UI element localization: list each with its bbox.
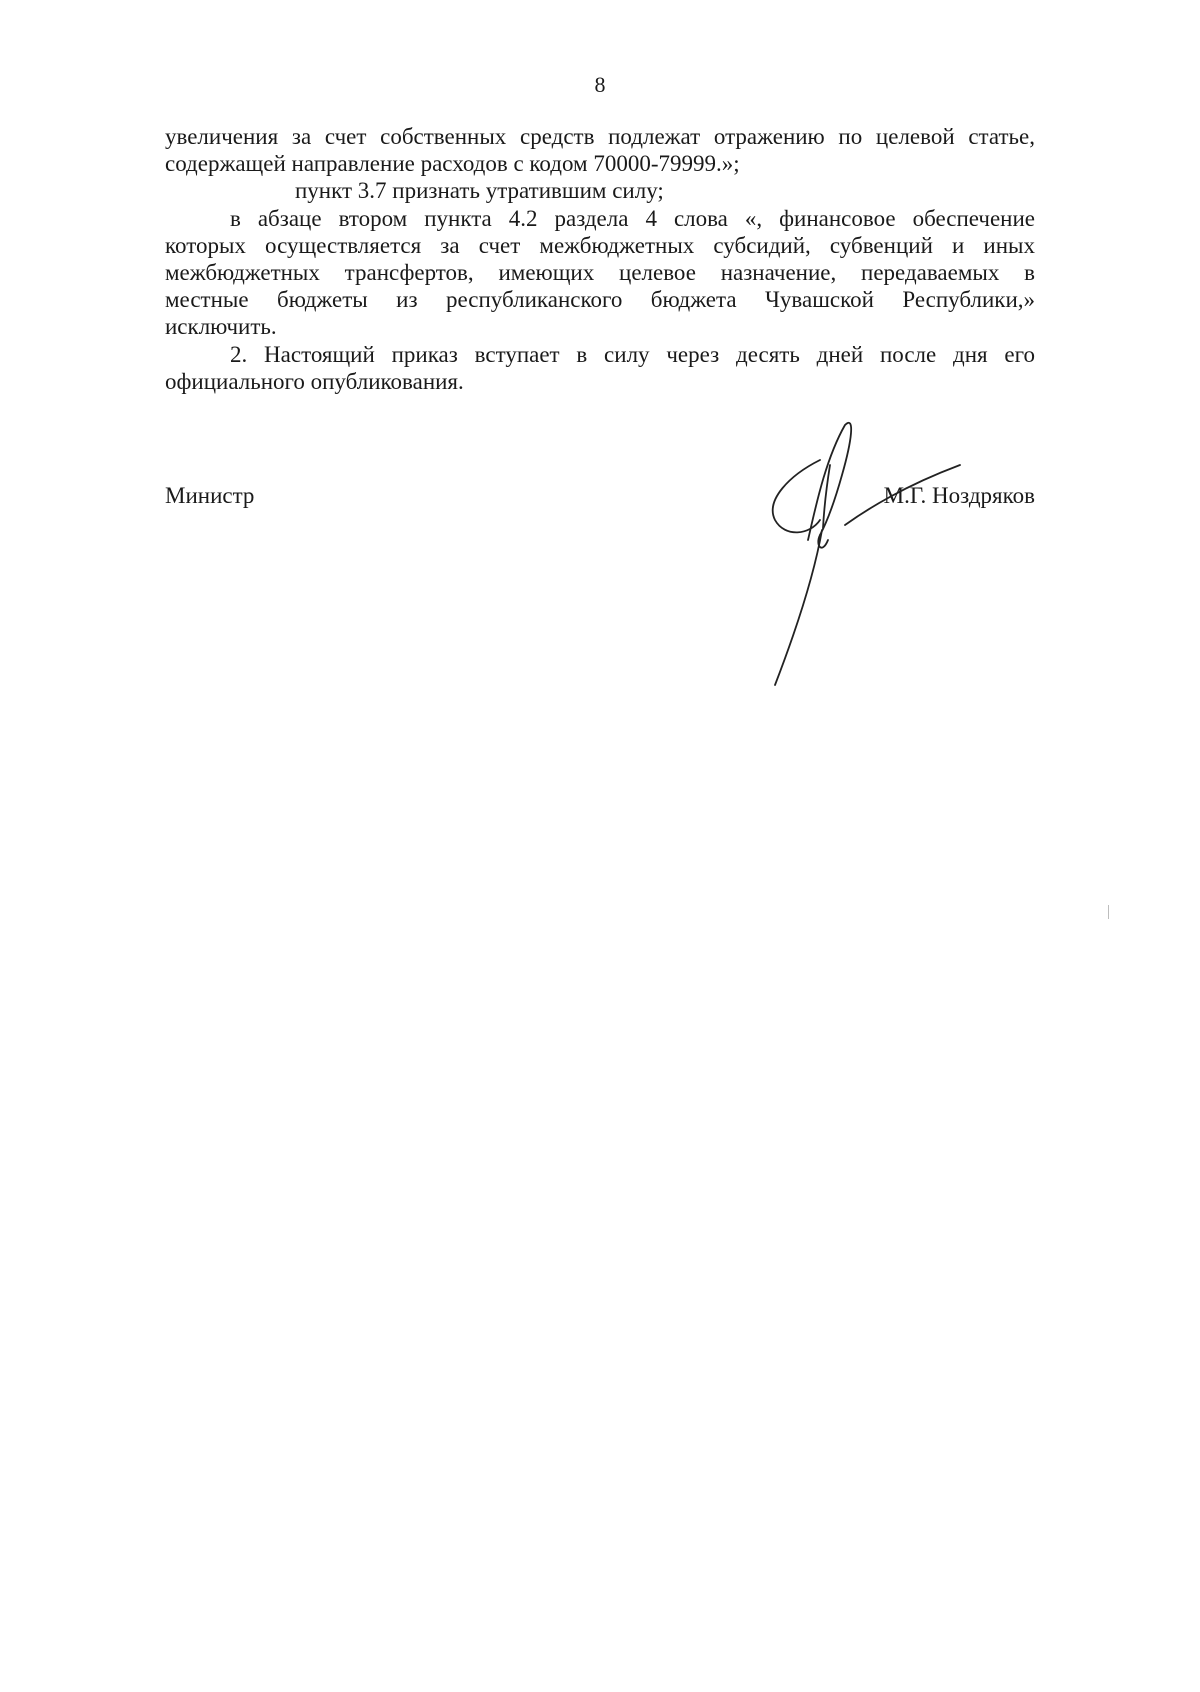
text-line: в абзаце втором пункта 4.2 раздела 4 слова «, финансовое обеспечение [230,205,1035,231]
text-line: которых осуществляется за счет межбюджетных субсидий, субвенций и иных [165,232,1035,258]
text-line: местные бюджеты из республиканского бюджета Чувашской Республики,» [165,287,1035,313]
text-line: 2. Настоящий приказ вступает в силу через десять дней после дня его [230,341,1035,367]
paragraph-effective-date [165,341,1035,395]
text-line: официального опубликования. [165,368,464,394]
paragraph-continuation [165,123,1035,177]
signer-name: М.Г. Ноздряков [883,483,1035,508]
handwritten-signature [760,420,990,700]
page-number: 8 [594,72,606,97]
paragraph-item-3-7 [165,177,1035,204]
text-line: увеличения за счет собственных средств подлежат отражению по целевой статье, [165,124,1035,149]
paragraph-item-4-2 [165,205,1035,341]
document-body [165,123,1035,395]
text-line: межбюджетных трансфертов, имеющих целевое назначение, передаваемых в [165,260,1035,286]
text-line: содержащей направление расходов с кодом 70000-79999.»; [165,151,740,177]
text-line: пункт 3.7 признать утратившим силу; [295,178,664,204]
text-line: исключить. [165,314,277,340]
position-title: Министр [165,483,255,508]
scan-artifact [1108,905,1109,919]
